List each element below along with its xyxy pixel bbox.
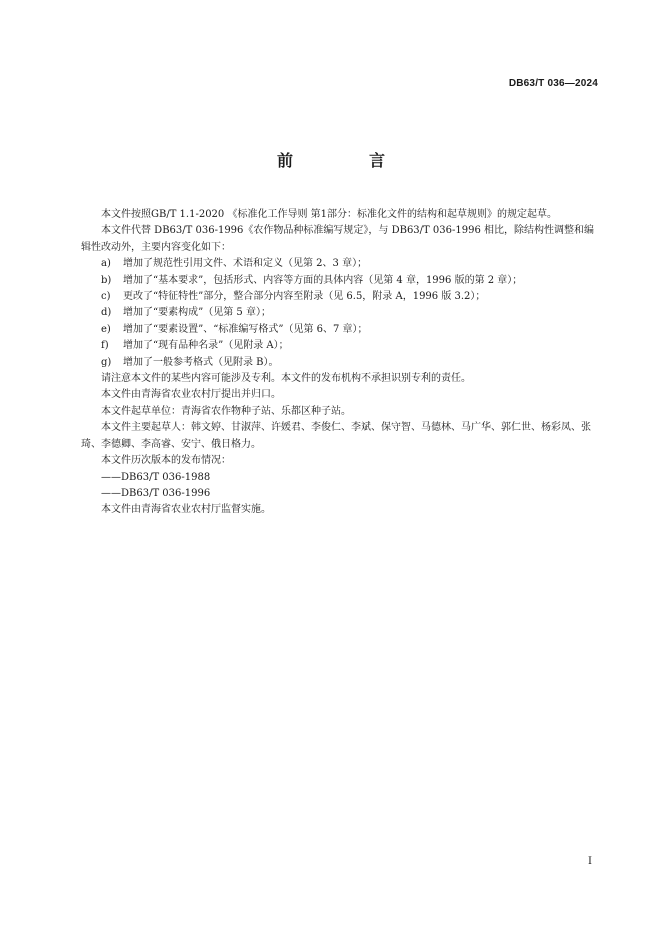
list-item-text: 增加了“基本要求”，包括形式、内容等方面的具体内容（见第 4 章，1996 版的第 2 章）；	[123, 274, 523, 286]
list-item-marker: f)	[101, 340, 109, 352]
list-item-marker: b)	[101, 274, 112, 286]
page-title: 前 言	[276, 151, 415, 170]
list-item-text: 增加了一般参考格式（见附录 B）。	[123, 356, 279, 368]
list-item	[81, 256, 597, 272]
paragraph-patent-notice: 请注意本文件的某些内容可能涉及专利。本文件的发布机构不承担识别专利的责任。	[101, 373, 471, 385]
list-item	[81, 355, 597, 371]
list-item-text: 增加了“现有品种名录”（见附录 A）；	[123, 340, 289, 352]
list-item-text: 增加了“要素设置”、“标准编写格式”（见第 6、7 章）；	[123, 323, 368, 335]
document-body	[81, 207, 597, 519]
list-item	[81, 273, 597, 289]
list-item	[81, 305, 597, 321]
list-item-text: 更改了“特征特性”部分，整合部分内容至附录（见 6.5，附录 A，1996 版 3.2）；	[123, 291, 486, 303]
page-number: I	[588, 856, 592, 867]
list-item-text: 增加了规范性引用文件、术语和定义（见第 2、3 章）；	[123, 258, 368, 270]
paragraph-drafters: 本文件主要起草人：韩文婷、甘淑萍、许媛君、李俊仁、李斌、保守智、马德林、马广华、郭仁世、杨彩凤、张琦、李德卿、李高睿、安宁、俄日格力。	[81, 422, 591, 450]
history-item: ——DB63/T 036-1996	[101, 487, 211, 499]
paragraph-supervision: 本文件由青海省农业农村厅监督实施。	[101, 504, 271, 516]
paragraph-drafting-rules: 本文件按照GB/T 1.1-2020 《标准化工作导则 第1部分：标准化文件的结构和起草规则》的规定起草。	[101, 209, 558, 220]
changes-list	[81, 256, 597, 371]
list-item-marker: g)	[101, 356, 112, 368]
list-item-marker: d)	[101, 307, 112, 319]
paragraph-proposer: 本文件由青海省农业农村厅提出并归口。	[101, 389, 281, 401]
list-item	[81, 289, 597, 305]
list-item	[81, 322, 597, 338]
list-item	[81, 338, 597, 354]
document-number: DB63/T 036—2024	[508, 78, 598, 89]
paragraph-history-intro: 本文件历次版本的发布情况：	[101, 455, 231, 467]
history-item: ——DB63/T 036-1988	[101, 471, 211, 483]
list-item-text: 增加了“要素构成”（见第 5 章）；	[123, 307, 271, 319]
paragraph-replacement: 本文件代替 DB63/T 036-1996《农作物品种标准编写规定》，与 DB63/T 036-1996 相比，除结构性调整和编辑性改动外，主要内容变化如下：	[81, 225, 594, 253]
list-item-marker: a)	[101, 258, 111, 270]
list-item-marker: e)	[101, 323, 111, 335]
paragraph-drafting-units: 本文件起草单位：青海省农作物种子站、乐都区种子站。	[101, 405, 351, 417]
list-item-marker: c)	[101, 291, 111, 303]
